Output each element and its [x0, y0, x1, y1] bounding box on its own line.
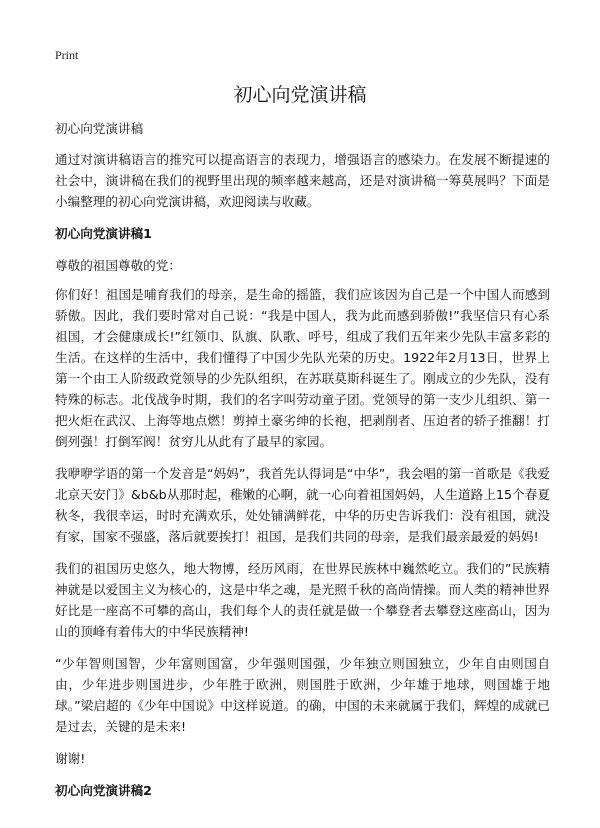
body-paragraph-4: “少年智则国智，少年富则国富，少年强则国强，少年独立则国独立，少年自由则国自由，少年进步则国进步，少年胜于欧洲，则国胜于欧洲，少年雄于地球，则国雄于地球。”梁启超的《少年中国说》中这样说道。的确，中国的未来就属于我们，辉煌的成就已是过去，关键的是未来!	[55, 656, 550, 734]
body-paragraph-2: 我咿咿学语的第一个发音是“妈妈”，我首先认得词是“中华”，我会唱的第一首歌是《我爱北京天安门》&b&b从那时起，稚嫩的心啊，就一心向着祖国妈妈，人生道路上15个春夏秋冬，我很幸运，时时充满欢乐，处处铺满鲜花，中华的历史告诉我们：没有祖国，就没有家，国家不强盛，落后就要挨打！祖国，是我们共同的母亲，是我们最亲最爱的妈妈!	[55, 466, 550, 544]
print-link[interactable]: Print	[55, 48, 79, 62]
greeting-line: 尊敬的祖国尊敬的党：	[55, 258, 181, 273]
thanks-line: 谢谢!	[55, 751, 86, 766]
document-body	[55, 118, 550, 812]
document-subtitle: 初心向党演讲稿	[55, 121, 144, 136]
document-title: 初心向党演讲稿	[233, 84, 367, 106]
section-heading-1: 初心向党演讲稿1	[55, 226, 152, 241]
section-heading-2: 初心向党演讲稿2	[55, 783, 152, 798]
body-paragraph-3: 我们的祖国历史悠久，地大物博，经历风雨，在世界民族林中巍然屹立。我们的”民族精神就是以爱国主义为核心的，这是中华之魂，是光照千秋的高尚情操。而人类的精神世界好比是一座高不可攀的高山，我们每个人的责任就是做一个攀登者去攀登这座高山，因为山的顶峰有着伟大的中华民族精神!	[55, 561, 550, 639]
body-paragraph-1: 你们好！祖国是哺育我们的母亲，是生命的摇篮，我们应该因为自己是一个中国人而感到骄傲。因此，我们要时常对自己说：“我是中国人，我为此而感到骄傲!”我坚信只有心系祖国，才会健康成长!”红领巾、队旗、队歌、呼号，组成了我们五年来少先队丰富多彩的生活。在这样的生活中，我们懂得了中国少先队光荣的历史。1922年2月13日，世界上第一个由工人阶级政党领导的少先队组织，在苏联莫斯科诞生了。刚成立的少先队，没有特殊的标志。北伐战争时期，我们的名字叫劳动童子团。党领导的第一支少儿组织、第一把火炬在武汉、上海等地点燃！剪掉土豪劣绅的长袍，把剥削者、压迫者的轿子推翻！打倒列强！打倒军阀！贫穷儿从此有了最早的家园。	[55, 287, 550, 449]
intro-paragraph: 通过对演讲稿语言的推究可以提高语言的表现力，增强语言的感染力。在发展不断提速的社会中，演讲稿在我们的视野里出现的频率越来越高，还是对演讲稿一筹莫展吗？下面是小编整理的初心向党演讲稿，欢迎阅读与收藏。	[55, 152, 550, 209]
